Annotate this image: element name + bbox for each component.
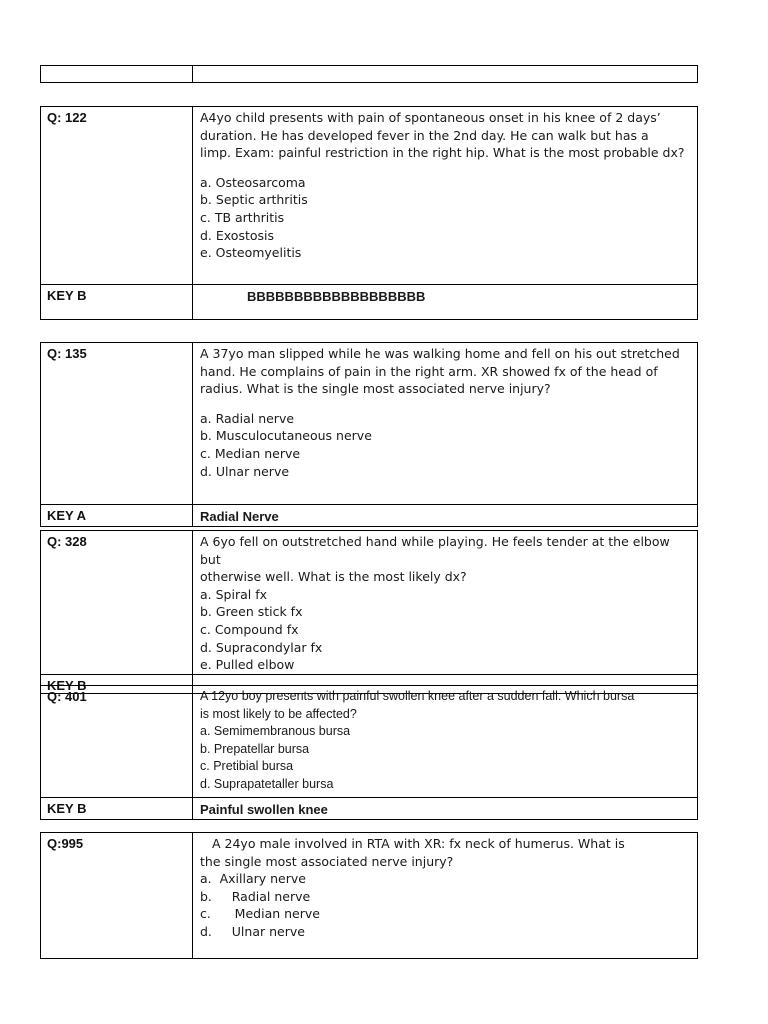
option: a. Axillary nerve (200, 871, 306, 887)
header-table (40, 65, 698, 83)
answer-key-label: KEY B (41, 674, 193, 693)
question-number: Q: 328 (41, 531, 193, 675)
option: d. Suprapatetaller bursa (200, 776, 334, 791)
answer-key-value (193, 285, 698, 320)
option: b. Radial nerve (200, 888, 311, 904)
option: c. Pretibial bursa (200, 759, 294, 774)
option: e. Pulled elbow (200, 657, 295, 673)
option: c. Median nerve (200, 445, 301, 461)
option: d. Ulnar nerve (200, 923, 305, 939)
option: b. Green stick fx (200, 604, 303, 620)
option: b. Septic arthritis (200, 192, 308, 208)
option: a. Spiral fx (200, 586, 267, 602)
question-body (193, 343, 698, 505)
question-stem-line: is most likely to be affected? (200, 706, 357, 721)
option: e. Osteomyelitis (200, 245, 302, 261)
question-stem-line: limp. Exam: painful restriction in the right hip. What is the most probable dx? (200, 145, 685, 161)
question-number: Q:995 (41, 833, 193, 959)
question-number: Q: 122 (41, 107, 193, 285)
option: c. TB arthritis (200, 209, 285, 225)
answer-key-text: BBBBBBBBBBBBBBBBBBB (247, 289, 426, 304)
header-cell-right (193, 66, 698, 83)
question-body (193, 686, 698, 798)
option: b. Prepatellar bursa (200, 741, 310, 756)
option: d. Ulnar nerve (200, 463, 290, 479)
option: c. Median nerve (200, 906, 320, 922)
options-list (200, 586, 693, 674)
answer-key-label: KEY A (41, 505, 193, 527)
question-stem-line: A 6yo fell on outstretched hand while playing. He feels tender at the elbow but (200, 534, 670, 567)
question-number: Q: 135 (41, 343, 193, 505)
question-stem-line: A 37yo man slipped while he was walking home and fell on his out stretched (200, 346, 680, 361)
option: c. Compound fx (200, 621, 299, 637)
question-stem-line: duration. He has developed fever in the 2nd day. He can walk but has a (200, 127, 649, 143)
question-number: Q: 401 (41, 686, 193, 798)
question-table-995 (40, 832, 698, 959)
question-stem-line: otherwise well. What is the most likely dx? (200, 569, 467, 585)
answer-key-value: Painful swollen knee (193, 798, 698, 820)
option: a. Semimembranous bursa (200, 724, 351, 739)
question-body (193, 107, 698, 285)
option: b. Musculocutaneous nerve (200, 428, 372, 444)
answer-key-label: KEY B (41, 798, 193, 820)
options-list (200, 174, 693, 262)
question-table-135 (40, 342, 698, 527)
header-cell-left (41, 66, 193, 83)
option: d. Supracondylar fx (200, 639, 323, 655)
option: d. Exostosis (200, 227, 274, 243)
question-stem-line: radius. What is the single most associated nerve injury? (200, 381, 551, 397)
question-stem-line: the single most associated nerve injury? (200, 853, 454, 869)
question-stem-line: A 24yo male involved in RTA with XR: fx neck of humerus. What is (212, 836, 625, 851)
question-stem-line: A 12yo boy presents with painful swollen knee after a sudden fall. Which bursa (200, 689, 635, 703)
answer-key-value: Radial Nerve (193, 505, 698, 527)
answer-key-label: KEY B (41, 285, 193, 320)
question-table-122 (40, 106, 698, 320)
question-table-328 (40, 530, 698, 694)
question-body (193, 833, 698, 959)
question-body (193, 531, 698, 675)
question-stem-line: hand. He complains of pain in the right arm. XR showed fx of the head of (200, 363, 658, 379)
option: a. Radial nerve (200, 410, 295, 426)
options-list (200, 410, 693, 480)
option: a. Osteosarcoma (200, 174, 306, 190)
question-stem-line: A4yo child presents with pain of spontaneous onset in his knee of 2 days’ (200, 110, 661, 125)
question-table-401 (40, 685, 698, 820)
